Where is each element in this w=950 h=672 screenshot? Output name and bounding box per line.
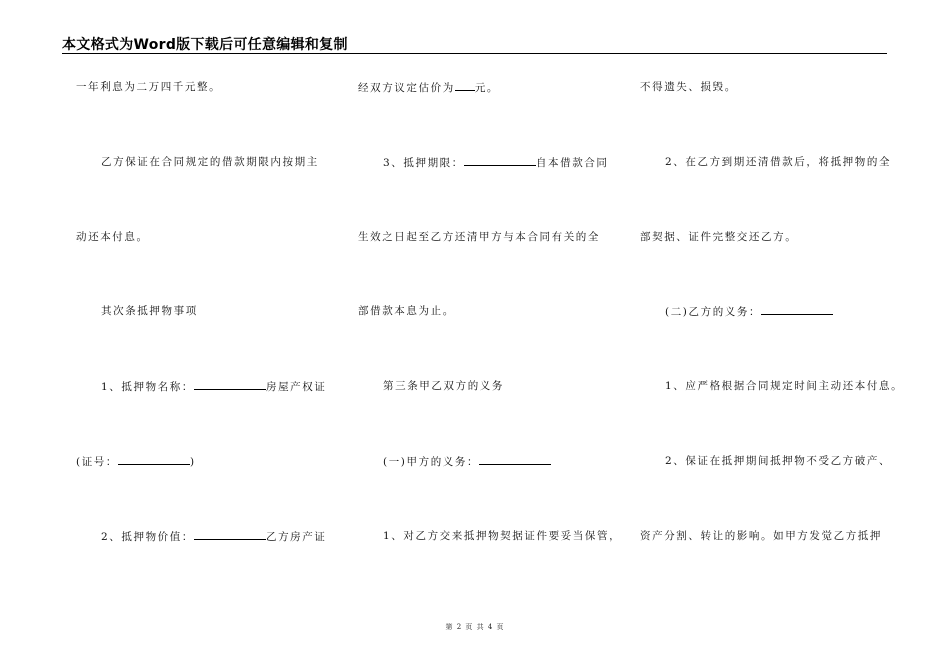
line-suffix: 元。 [474, 82, 500, 94]
paragraph-line [640, 454, 891, 468]
paragraph-line [76, 379, 326, 394]
line-suffix: 乙方房产证 [265, 531, 327, 543]
line-label: (证号： [76, 456, 118, 468]
paragraph-line [76, 155, 319, 169]
line-suffix: ) [190, 456, 196, 468]
line-text: 1、对乙方交来抵押物契据证件要妥当保管， [383, 530, 622, 542]
line-label: 经双方议定估价为 [358, 82, 455, 94]
line-text: 乙方保证在合同规定的借款期限内按期主 [101, 156, 319, 168]
paragraph-line [640, 379, 903, 393]
line-text: 第三条甲乙双方的义务 [383, 380, 504, 392]
paragraph-line [358, 80, 499, 95]
paragraph-line [76, 230, 149, 244]
line-label: 3、抵押期限： [383, 157, 464, 169]
document-header-title: 本文格式为Word版下载后可任意编辑和复制 [62, 37, 348, 53]
paragraph-line [358, 155, 609, 170]
paragraph-line [640, 155, 891, 169]
fill-in-blank [118, 454, 190, 465]
fill-in-blank [194, 379, 266, 390]
line-text: 1、应严格根据合同规定时间主动还本付息。 [665, 380, 904, 392]
text-column-1 [76, 0, 336, 672]
line-text: 部契据、证件完整交还乙方。 [640, 231, 798, 243]
line-text: 2、保证在抵押期间抵押物不受乙方破产、 [665, 455, 892, 467]
paragraph-line [640, 230, 797, 244]
paragraph-line [640, 304, 833, 319]
line-label: 1、抵押物名称： [101, 381, 194, 393]
paragraph-line [76, 80, 221, 94]
line-text: 不得遗失、损毁。 [640, 81, 737, 93]
text-column-2 [358, 0, 622, 672]
line-text: 部借款本息为止。 [358, 305, 455, 317]
fill-in-blank [455, 80, 475, 91]
line-text: 生效之日起至乙方还清甲方与本合同有关的全 [358, 231, 600, 243]
paragraph-line [358, 529, 621, 543]
paragraph-line [640, 529, 882, 543]
line-label: 2、抵押物价值： [101, 531, 194, 543]
line-text: 资产分割、转让的影响。如甲方发觉乙方抵押 [640, 530, 882, 542]
fill-in-blank [479, 454, 551, 465]
paragraph-line [76, 304, 198, 318]
paragraph-line [76, 454, 196, 469]
paragraph-line [76, 529, 326, 544]
line-text: 2、在乙方到期还清借款后，将抵押物的全 [665, 156, 892, 168]
fill-in-blank [464, 155, 536, 166]
line-text: 动还本付息。 [76, 231, 149, 243]
line-suffix: 房屋产权证 [265, 381, 327, 393]
paragraph-line [358, 230, 600, 244]
line-label: (二)乙方的义务： [665, 306, 762, 318]
paragraph-line [358, 379, 504, 393]
line-suffix: 自本借款合同 [535, 157, 609, 169]
line-text: 一年利息为二万四千元整。 [76, 81, 222, 93]
paragraph-line [640, 80, 737, 94]
line-label: (一)甲方的义务： [383, 456, 480, 468]
page-number-footer: 第 2 页 共 4 页 [445, 623, 505, 631]
fill-in-blank [194, 529, 266, 540]
paragraph-line [358, 304, 455, 318]
fill-in-blank [761, 304, 833, 315]
paragraph-line [358, 454, 551, 469]
text-column-3 [640, 0, 904, 672]
line-text: 其次条抵押物事项 [101, 305, 198, 317]
